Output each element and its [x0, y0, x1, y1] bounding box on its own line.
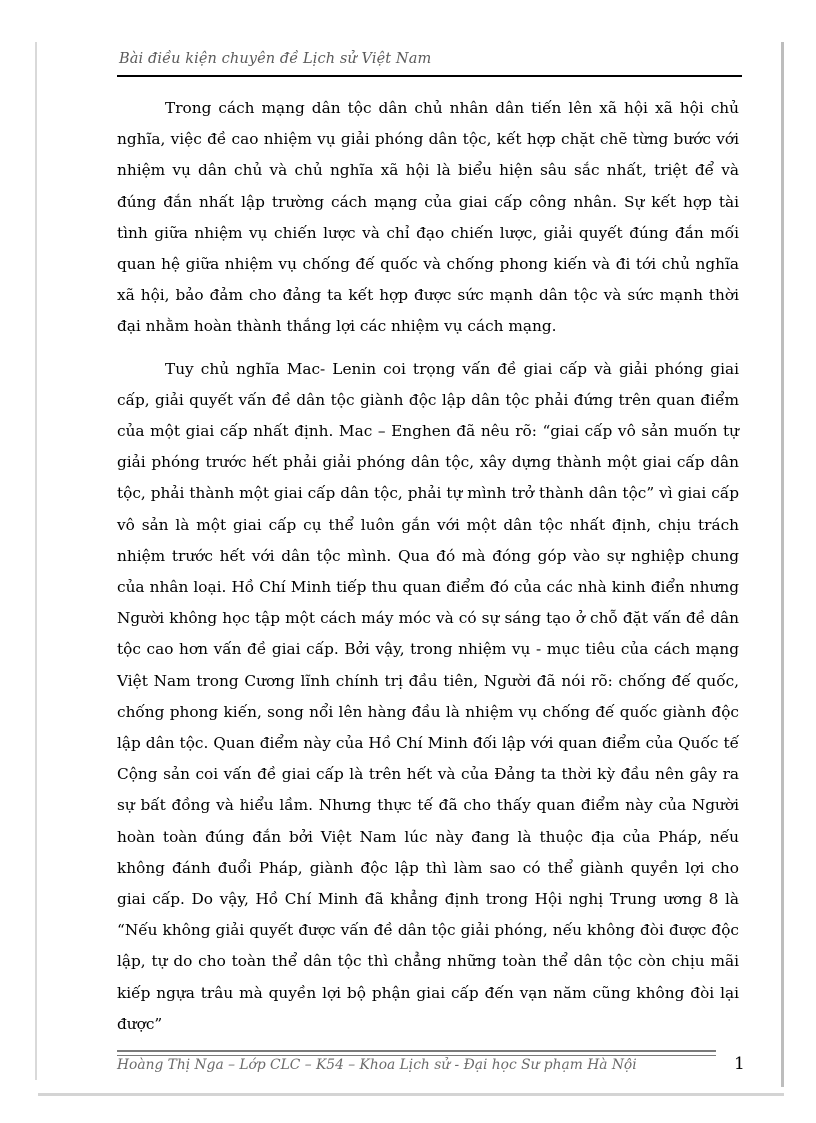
- document-body: [117, 93, 739, 1040]
- page-frame-left-border: [35, 42, 37, 1080]
- footer-double-rule: [117, 1050, 716, 1056]
- paragraph-1: Trong cách mạng dân tộc dân chủ nhân dân tiến lên xã hội xã hội chủ nghĩa, việc đề cao nhiệm vụ giải phóng dân tộc, kết hợp chặt chẽ từng bước với nhiệm vụ dân chủ và chủ nghĩa xã hội là biểu hiện sâu sắc nhất, triệt để và đúng đắn nhất lập trường cách mạng của giai cấp công nhân. Sự kết hợp tài tình giữa nhiệm vụ chiến lược và chỉ đạo chiến lược, giải quyết đúng đắn mối quan hệ giữa nhiệm vụ chống đế quốc và chống phong kiến và đi tới chủ nghĩa xã hội, bảo đảm cho đảng ta kết hợp được sức mạnh dân tộc và sức mạnh thời đại nhằm hoàn thành thắng lợi các nhiệm vụ cách mạng.: [117, 99, 739, 336]
- page-number: 1: [734, 1054, 745, 1074]
- page-frame-right-shadow: [781, 42, 784, 1087]
- page-header: [117, 49, 742, 77]
- footer-author-line: Hoàng Thị Nga – Lớp CLC – K54 – Khoa Lịch sử - Đại học Sư phạm Hà Nội: [117, 1057, 637, 1073]
- page-frame-bottom-shadow: [38, 1093, 784, 1096]
- paragraph-2: Tuy chủ nghĩa Mac- Lenin coi trọng vấn đề giai cấp và giải phóng giai cấp, giải quyết vấn đề dân tộc giành độc lập dân tộc phải đứng trên quan điểm của một giai cấp nhất định. Mac – Enghen đã nêu rõ: “giai cấp vô sản muốn tự giải phóng trước hết phải giải phóng dân tộc, xây dựng thành một giai cấp dân tộc, phải thành một giai cấp dân tộc, phải tự mình trở thành dân tộc” vì giai cấp vô sản là một giai cấp cụ thể luôn gắn với một dân tộc nhất định, chịu trách nhiệm trước hết với dân tộc mình. Qua đó mà đóng góp vào sự nghiệp chung của nhân loại. Hồ Chí Minh tiếp thu quan điểm đó của các nhà kinh điển nhưng Người không học tập một cách máy móc và có sự sáng tạo ở chỗ đặt vấn đề dân tộc cao hơn vấn đề giai cấp. Bởi vậy, trong nhiệm vụ - mục tiêu của cách mạng Việt Nam trong Cương lĩnh chính trị đầu tiên, Người đã nói rõ: chống đế quốc, chống phong kiến, song nổi lên hàng đầu là nhiệm vụ chống đế quốc giành độc lập dân tộc. Quan điểm này của Hồ Chí Minh đối lập với quan điểm của Quốc tế Cộng sản coi vấn đề giai cấp là trên hết và của Đảng ta thời kỳ đầu nên gây ra sự bất đồng và hiểu lầm. Nhưng thực tế đã cho thấy quan điểm này của Người hoàn toàn đúng đắn bởi Việt Nam lúc này đang là thuộc địa của Pháp, nếu không đánh đuổi Pháp, giành độc lập thì làm sao có thể giành quyền lợi cho giai cấp. Do vậy, Hồ Chí Minh đã khẳng định trong Hội nghị Trung ương 8 là “Nếu không giải quyết được vấn đề dân tộc giải phóng, nếu không đòi được độc lập, tự do cho toàn thể dân tộc thì chẳng những toàn thể dân tộc còn chịu mãi kiếp ngựa trâu mà quyền lợi bộ phận giai cấp đến vạn năm cũng không đòi lại được”: [117, 359, 739, 1033]
- header-title: Bài điều kiện chuyên đề Lịch sử Việt Nam: [119, 51, 432, 67]
